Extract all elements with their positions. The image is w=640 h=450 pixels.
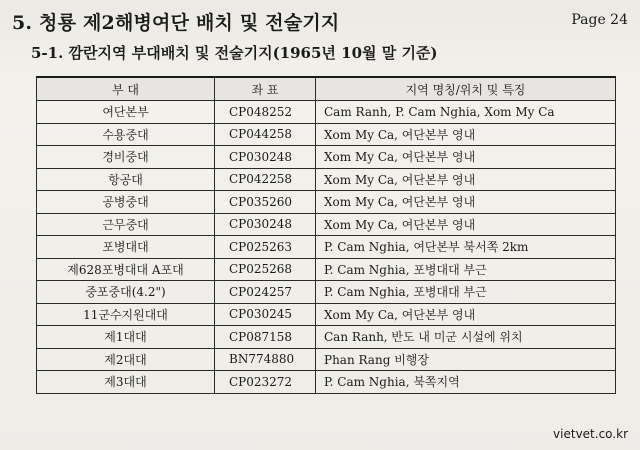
page-number: Page 24	[571, 12, 628, 28]
cell-unit: 공병중대	[37, 191, 215, 214]
cell-location: P. Cam Nghia, 여단본부 북서쪽 2km	[316, 236, 616, 259]
cell-location: Phan Rang 비행장	[316, 348, 616, 371]
cell-unit: 항공대	[37, 168, 215, 191]
cell-location: Xom My Ca, 여단본부 영내	[316, 213, 616, 236]
table-row	[37, 101, 616, 124]
cell-unit: 포병대대	[37, 236, 215, 259]
cell-coordinates: CP030248	[215, 146, 316, 169]
cell-coordinates: CP030245	[215, 303, 316, 326]
table-body	[37, 101, 616, 394]
column-header-coordinates: 좌 표	[215, 77, 316, 101]
table-header-row	[37, 77, 616, 101]
cell-location: Can Ranh, 반도 내 미군 시설에 위치	[316, 326, 616, 349]
cell-coordinates: BN774880	[215, 348, 316, 371]
cell-unit: 근무중대	[37, 213, 215, 236]
cell-unit: 경비중대	[37, 146, 215, 169]
cell-unit: 중포중대(4.2")	[37, 281, 215, 304]
table-row	[37, 191, 616, 214]
heading-row	[10, 6, 630, 36]
unit-deployment-table	[36, 76, 616, 394]
cell-location: P. Cam Nghia, 포병대대 부근	[316, 281, 616, 304]
table-row	[37, 303, 616, 326]
table-row	[37, 258, 616, 281]
cell-coordinates: CP024257	[215, 281, 316, 304]
cell-coordinates: CP044258	[215, 123, 316, 146]
table-row	[37, 123, 616, 146]
cell-unit: 제1대대	[37, 326, 215, 349]
cell-unit: 11군수지원대대	[37, 303, 215, 326]
cell-unit: 수용중대	[37, 123, 215, 146]
cell-unit: 제3대대	[37, 371, 215, 394]
cell-location: Xom My Ca, 여단본부 영내	[316, 123, 616, 146]
cell-coordinates: CP035260	[215, 191, 316, 214]
cell-unit: 여단본부	[37, 101, 215, 124]
table-row	[37, 281, 616, 304]
cell-location: Xom My Ca, 여단본부 영내	[316, 168, 616, 191]
cell-coordinates: CP042258	[215, 168, 316, 191]
table-row	[37, 213, 616, 236]
cell-location: Xom My Ca, 여단본부 영내	[316, 303, 616, 326]
column-header-unit: 부 대	[37, 77, 215, 101]
cell-location: Xom My Ca, 여단본부 영내	[316, 191, 616, 214]
table-row	[37, 168, 616, 191]
cell-unit: 제2대대	[37, 348, 215, 371]
cell-unit: 제628포병대대 A포대	[37, 258, 215, 281]
cell-location: Cam Ranh, P. Cam Nghia, Xom My Ca	[316, 101, 616, 124]
cell-location: P. Cam Nghia, 포병대대 부근	[316, 258, 616, 281]
cell-coordinates: CP087158	[215, 326, 316, 349]
table-row	[37, 348, 616, 371]
cell-location: Xom My Ca, 여단본부 영내	[316, 146, 616, 169]
table-row	[37, 371, 616, 394]
cell-location: P. Cam Nghia, 북쪽지역	[316, 371, 616, 394]
cell-coordinates: CP023272	[215, 371, 316, 394]
watermark-url: vietvet.co.kr	[553, 427, 628, 441]
cell-coordinates: CP025263	[215, 236, 316, 259]
section-title: 5. 청룡 제2해병여단 배치 및 전술기지	[12, 12, 340, 34]
cell-coordinates: CP025268	[215, 258, 316, 281]
cell-coordinates: CP030248	[215, 213, 316, 236]
table-row	[37, 236, 616, 259]
table-row	[37, 326, 616, 349]
column-header-location: 지역 명칭/위치 및 특징	[316, 77, 616, 101]
subsection-title: 5-1. 깜란지역 부대배치 및 전술기지(1965년 10월 말 기준)	[31, 44, 438, 62]
cell-coordinates: CP048252	[215, 101, 316, 124]
table-row	[37, 146, 616, 169]
